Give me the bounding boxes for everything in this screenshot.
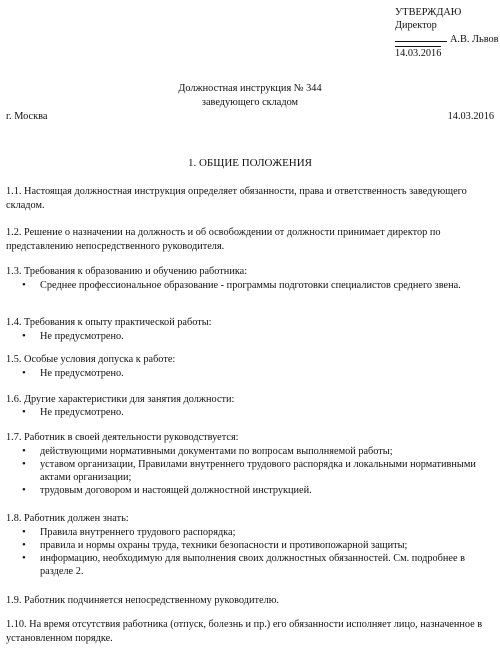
paragraph-1-5: 1.5. Особые условия допуска к работе: [6, 354, 176, 365]
paragraph-1-3: 1.3. Требования к образованию и обучению работника: [6, 266, 248, 277]
approval-signature-row [395, 32, 499, 46]
paragraph-1-8: 1.8. Работник должен знать: [6, 513, 129, 524]
list-1-7 [22, 445, 482, 497]
list-item: • Правила внутреннего трудового распорядка; [22, 526, 482, 539]
doc-city: г. Москва [6, 111, 48, 122]
paragraph-1-2: 1.2. Решение о назначении на должность и об освобождении от должности принимает директор по представлению непосредственного руководителя. [6, 227, 441, 252]
list-item: • Не предусмотрено. [22, 406, 482, 419]
approval-title: УТВЕРЖДАЮ [395, 7, 462, 18]
section-heading: 1. ОБЩИЕ ПОЛОЖЕНИЯ [187, 157, 313, 169]
list-item: • Не предусмотрено. [22, 330, 482, 343]
list-item: • Не предусмотрено. [22, 367, 482, 380]
paragraph-1-4: 1.4. Требования к опыту практической работы: [6, 317, 212, 328]
list-item: • Среднее профессиональное образование - программы подготовки специалистов среднего звена. [22, 279, 482, 292]
approval-block [395, 6, 499, 60]
doc-title-line2: заведующего складом [201, 97, 299, 108]
list-1-6 [22, 406, 482, 419]
list-1-3 [22, 279, 482, 292]
list-item: • правила и нормы охраны труда, техники безопасности и противопожарной защиты; [22, 539, 482, 552]
paragraph-1-7: 1.7. Работник в своей деятельности руководствуется: [6, 432, 239, 443]
list-item: • уставом организации, Правилами внутреннего трудового распорядка и локальными нормативными актами организации; [22, 458, 482, 484]
list-1-5 [22, 367, 482, 380]
signature-line [395, 32, 447, 42]
paragraph-1-6: 1.6. Другие характеристики для занятия должности: [6, 394, 235, 405]
paragraph-1-9: 1.9. Работник подчиняется непосредственному руководителю. [6, 595, 279, 606]
doc-title-line1: Должностная инструкция № 344 [178, 83, 322, 94]
approval-position: Директор [395, 20, 437, 31]
doc-date: 14.03.2016 [447, 111, 494, 122]
list-1-8 [22, 526, 482, 578]
paragraph-1-10: 1.10. На время отсутствия работника (отпуск, болезнь и пр.) его обязанности исполняет лицо, назначенное в установленном порядке. [6, 619, 483, 644]
approval-date: 14.03.2016 [395, 48, 442, 59]
list-item: • информацию, необходимую для выполнения своих должностных обязанностей. См. подробнее в разделе 2. [22, 552, 482, 578]
paragraph-1-1: 1.1. Настоящая должностная инструкция определяет обязанности, права и ответственность заведующего складом. [6, 186, 467, 211]
list-1-4 [22, 330, 482, 343]
list-item: • действующими нормативными документами по вопросам выполняемой работы; [22, 445, 482, 458]
list-item: • трудовым договором и настоящей должностной инструкцией. [22, 484, 482, 497]
approval-name: А.В. Львов [450, 34, 499, 45]
